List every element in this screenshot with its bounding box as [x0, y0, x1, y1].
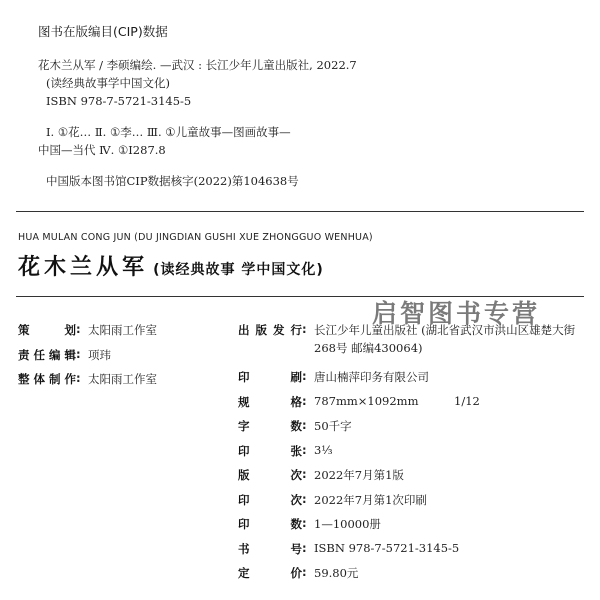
cip-isbn-line: ISBN 978-7-5721-3145-5	[46, 94, 192, 108]
colophon-label: 出版发行	[238, 323, 302, 337]
colophon-value: 50千字	[314, 419, 352, 433]
credit-value: 项玮	[88, 347, 111, 362]
colophon-value: 1—10000册	[314, 517, 381, 531]
colophon-value: 长江少年儿童出版社 (湖北省武汉市洪山区雄楚大街268号 邮编430064)	[314, 323, 576, 355]
colophon-row-format: 规 格 : 787mm×1092mm 1/12	[238, 393, 480, 409]
colophon-column	[238, 322, 588, 590]
colophon-label: 印 刷	[238, 370, 302, 384]
cip-series-line: (读经典故事学中国文化)	[46, 76, 170, 90]
colophon-label: 规 格	[238, 394, 302, 409]
cip-classification-line-cont: 中国—当代 Ⅳ. ①I287.8	[38, 143, 166, 157]
divider-top	[16, 211, 584, 212]
colophon-row-run: 印 数 : 1—10000册	[238, 516, 381, 531]
colophon-value: ISBN 978-7-5721-3145-5	[314, 540, 460, 555]
credit-row-planner: 策 划 : 太阳雨工作室	[18, 322, 157, 337]
colophon-row-sheets: 印 张 : 3⅓	[238, 442, 333, 458]
cip-heading: 图书在版编目(CIP)数据	[38, 24, 168, 39]
credit-value: 太阳雨工作室	[88, 323, 157, 337]
cip-catalog-line: 花木兰从军 / 李硕编绘. —武汉 : 长江少年儿童出版社, 2022.7	[38, 58, 357, 72]
colophon-row-words: 字 数 : 50千字	[238, 418, 352, 433]
book-title-pinyin: HUA MULAN CONG JUN (DU JINGDIAN GUSHI XUE ZHONGGUO WENHUA)	[18, 232, 373, 243]
colophon-label: 书 号	[238, 541, 302, 556]
cip-record-number: 中国版本图书馆CIP数据核字(2022)第104638号	[46, 174, 299, 188]
credit-row-editor: 责任编辑 : 项玮	[18, 346, 111, 362]
credit-label: 策 划	[18, 323, 76, 337]
colophon-label: 印 数	[238, 517, 302, 531]
colophon-row-printer: 印 刷 : 唐山楠萍印务有限公司	[238, 369, 429, 384]
credit-label: 责任编辑	[18, 347, 76, 362]
colophon-row-publisher: 出版发行 : 长江少年儿童出版社 (湖北省武汉市洪山区雄楚大街268号 邮编430064)	[238, 322, 588, 369]
credit-row-producer: 整体制作 : 太阳雨工作室	[18, 371, 157, 386]
colophon-value: 唐山楠萍印务有限公司	[314, 370, 429, 384]
book-series: (读经典故事 学中国文化)	[153, 262, 324, 278]
credits-column	[18, 322, 228, 396]
colophon-label: 印 次	[238, 492, 302, 507]
colophon-row-edition: 版 次 : 2022年7月第1版	[238, 467, 404, 482]
colophon-format-fold: 1/12	[454, 393, 480, 408]
credit-label: 整体制作	[18, 372, 76, 386]
colophon-value: 2022年7月第1次印刷	[314, 492, 427, 507]
colophon-row-price: 定 价 : 59.80元	[238, 565, 359, 580]
cip-block	[38, 22, 578, 190]
cip-classification-line: Ⅰ. ①花… Ⅱ. ①李… Ⅲ. ①儿童故事—图画故事—	[46, 125, 291, 139]
shop-watermark: 启智图书专营	[372, 299, 541, 328]
colophon-label: 版 次	[238, 468, 302, 482]
colophon-row-isbn: 书 号 : ISBN 978-7-5721-3145-5	[238, 540, 460, 556]
colophon-label: 印 张	[238, 443, 302, 458]
colophon-value: 787mm×1092mm	[314, 393, 419, 408]
colophon-label: 定 价	[238, 566, 302, 580]
colophon-label: 字 数	[238, 419, 302, 433]
book-title	[18, 250, 324, 281]
colophon-value: 3⅓	[314, 442, 333, 457]
book-title-main: 花木兰从军	[18, 255, 149, 280]
credit-value: 太阳雨工作室	[88, 372, 157, 386]
colophon-value: 2022年7月第1版	[314, 468, 404, 482]
colophon-row-impression: 印 次 : 2022年7月第1次印刷	[238, 491, 427, 507]
colophon-value: 59.80元	[314, 566, 359, 580]
